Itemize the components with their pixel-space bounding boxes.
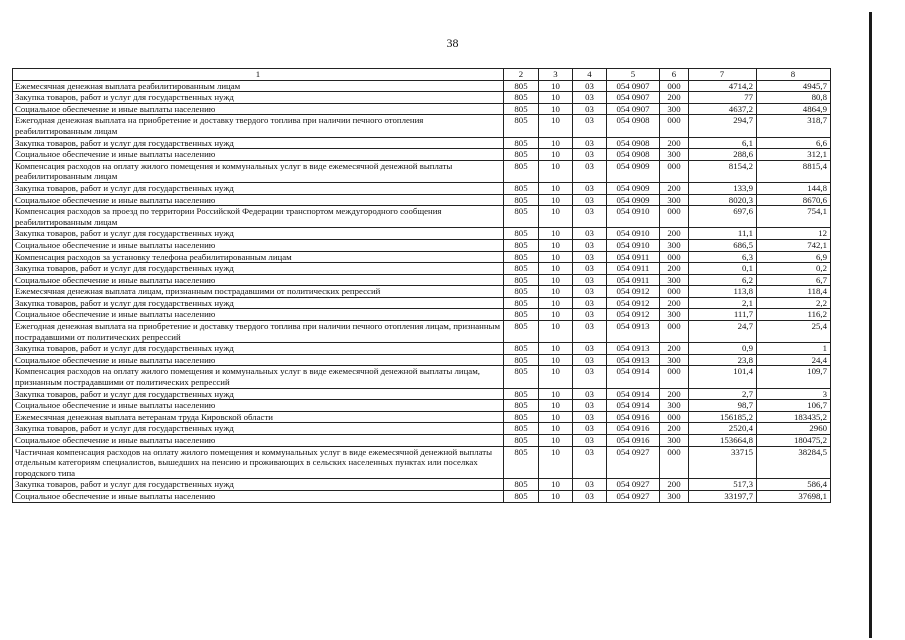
table-row [13,321,831,343]
amount-cell: 318,7 [757,115,831,137]
code-cell: 805 [504,309,539,321]
amount-cell: 98,7 [689,400,757,412]
expense-type-cell: 000 [660,160,689,182]
expense-type-cell: 000 [660,251,689,263]
description-cell: Социальное обеспечение и иные выплаты населению [13,274,504,286]
code-cell: 805 [504,206,539,228]
description-cell: Ежегодная денежная выплата на приобретение и доставку твердого топлива при наличии печного отопления лицам, признанным пострадавшими от политических репрессий [13,321,504,343]
amount-cell: 517,3 [689,479,757,491]
code-cell: 805 [504,228,539,240]
description-cell: Закупка товаров, работ и услуг для государственных нужд [13,343,504,355]
description-cell: Компенсация расходов за установку телефона реабилитированным лицам [13,251,504,263]
section-cell: 10 [539,239,573,251]
subsection-cell: 03 [573,411,607,423]
amount-cell: 33197,7 [689,490,757,502]
amount-cell: 312,1 [757,149,831,161]
table-row [13,435,831,447]
amount-cell: 12 [757,228,831,240]
target-article-cell: 054 0927 [607,479,660,491]
amount-cell: 8815,4 [757,160,831,182]
column-header: 5 [607,69,660,81]
amount-cell: 24,7 [689,321,757,343]
target-article-cell: 054 0913 [607,321,660,343]
table-row [13,400,831,412]
expense-type-cell: 200 [660,388,689,400]
column-header: 2 [504,69,539,81]
amount-cell: 0,9 [689,343,757,355]
subsection-cell: 03 [573,435,607,447]
table-row [13,80,831,92]
section-cell: 10 [539,103,573,115]
amount-cell: 113,8 [689,286,757,298]
amount-cell: 6,3 [689,251,757,263]
expense-type-cell: 200 [660,92,689,104]
code-cell: 805 [504,435,539,447]
subsection-cell: 03 [573,286,607,298]
target-article-cell: 054 0911 [607,274,660,286]
subsection-cell: 03 [573,149,607,161]
code-cell: 805 [504,343,539,355]
subsection-cell: 03 [573,92,607,104]
expense-type-cell: 300 [660,490,689,502]
expense-type-cell: 000 [660,411,689,423]
description-cell: Закупка товаров, работ и услуг для государственных нужд [13,479,504,491]
description-cell: Социальное обеспечение и иные выплаты населению [13,149,504,161]
target-article-cell: 054 0911 [607,263,660,275]
description-cell: Социальное обеспечение и иные выплаты населению [13,400,504,412]
subsection-cell: 03 [573,263,607,275]
section-cell: 10 [539,297,573,309]
amount-cell: 101,4 [689,366,757,388]
code-cell: 805 [504,137,539,149]
scan-edge-line [869,12,872,638]
column-header: 4 [573,69,607,81]
amount-cell: 6,2 [689,274,757,286]
section-cell: 10 [539,343,573,355]
table-row [13,115,831,137]
subsection-cell: 03 [573,160,607,182]
target-article-cell: 054 0914 [607,388,660,400]
section-cell: 10 [539,80,573,92]
description-cell: Компенсация расходов за проезд по территории Российской Федерации транспортом междугородного сообщения реабилитированным лицам [13,206,504,228]
amount-cell: 144,8 [757,182,831,194]
section-cell: 10 [539,137,573,149]
section-cell: 10 [539,423,573,435]
code-cell: 805 [504,388,539,400]
subsection-cell: 03 [573,400,607,412]
expense-type-cell: 300 [660,354,689,366]
subsection-cell: 03 [573,239,607,251]
amount-cell: 2960 [757,423,831,435]
table-row [13,103,831,115]
code-cell: 805 [504,423,539,435]
target-article-cell: 054 0907 [607,92,660,104]
expense-type-cell: 200 [660,343,689,355]
expense-type-cell: 300 [660,103,689,115]
column-header: 3 [539,69,573,81]
section-cell: 10 [539,321,573,343]
code-cell: 805 [504,149,539,161]
column-header: 6 [660,69,689,81]
code-cell: 805 [504,411,539,423]
table-row [13,149,831,161]
code-cell: 805 [504,115,539,137]
table-row [13,411,831,423]
amount-cell: 118,4 [757,286,831,298]
expense-type-cell: 200 [660,423,689,435]
expense-type-cell: 300 [660,435,689,447]
subsection-cell: 03 [573,297,607,309]
subsection-cell: 03 [573,321,607,343]
amount-cell: 23,8 [689,354,757,366]
section-cell: 10 [539,206,573,228]
expense-type-cell: 300 [660,400,689,412]
section-cell: 10 [539,160,573,182]
description-cell: Ежемесячная денежная выплата лицам, признанным пострадавшими от политических репрессий [13,286,504,298]
subsection-cell: 03 [573,206,607,228]
subsection-cell: 03 [573,309,607,321]
description-cell: Закупка товаров, работ и услуг для государственных нужд [13,423,504,435]
subsection-cell: 03 [573,446,607,479]
description-cell: Социальное обеспечение и иные выплаты населению [13,435,504,447]
subsection-cell: 03 [573,115,607,137]
amount-cell: 6,6 [757,137,831,149]
amount-cell: 37698,1 [757,490,831,502]
section-cell: 10 [539,435,573,447]
expense-type-cell: 300 [660,309,689,321]
table-row [13,366,831,388]
section-cell: 10 [539,251,573,263]
amount-cell: 3 [757,388,831,400]
expense-type-cell: 000 [660,446,689,479]
subsection-cell: 03 [573,423,607,435]
table-header-row [13,69,831,81]
table-row [13,388,831,400]
section-cell: 10 [539,309,573,321]
amount-cell: 0,1 [689,263,757,275]
target-article-cell: 054 0916 [607,411,660,423]
amount-cell: 4945,7 [757,80,831,92]
target-article-cell: 054 0909 [607,160,660,182]
code-cell: 805 [504,263,539,275]
expense-type-cell: 300 [660,149,689,161]
amount-cell: 2,1 [689,297,757,309]
description-cell: Закупка товаров, работ и услуг для государственных нужд [13,182,504,194]
target-article-cell: 054 0907 [607,103,660,115]
table-row [13,160,831,182]
subsection-cell: 03 [573,251,607,263]
page-number: 38 [446,36,459,50]
amount-cell: 180475,2 [757,435,831,447]
subsection-cell: 03 [573,274,607,286]
code-cell: 805 [504,80,539,92]
table-row [13,286,831,298]
amount-cell: 2520,4 [689,423,757,435]
subsection-cell: 03 [573,194,607,206]
description-cell: Компенсация расходов на оплату жилого помещения и коммунальных услуг в виде ежемесячной денежной выплаты реабилитированным лицам [13,160,504,182]
section-cell: 10 [539,490,573,502]
table-row [13,490,831,502]
amount-cell: 133,9 [689,182,757,194]
expense-type-cell: 000 [660,286,689,298]
amount-cell: 288,6 [689,149,757,161]
table-row [13,239,831,251]
description-cell: Социальное обеспечение и иные выплаты населению [13,309,504,321]
amount-cell: 6,7 [757,274,831,286]
amount-cell: 586,4 [757,479,831,491]
section-cell: 10 [539,446,573,479]
table-row [13,92,831,104]
budget-table [12,68,831,503]
target-article-cell: 054 0914 [607,366,660,388]
subsection-cell: 03 [573,354,607,366]
amount-cell: 116,2 [757,309,831,321]
subsection-cell: 03 [573,137,607,149]
amount-cell: 77 [689,92,757,104]
target-article-cell: 054 0914 [607,400,660,412]
expense-type-cell: 200 [660,479,689,491]
code-cell: 805 [504,251,539,263]
subsection-cell: 03 [573,388,607,400]
expense-type-cell: 300 [660,239,689,251]
description-cell: Закупка товаров, работ и услуг для государственных нужд [13,388,504,400]
table-row [13,446,831,479]
section-cell: 10 [539,263,573,275]
description-cell: Ежегодная денежная выплата на приобретение и доставку твердого топлива при наличии печного отопления реабилитированным лицам [13,115,504,137]
table-row [13,251,831,263]
column-header: 1 [13,69,504,81]
amount-cell: 4637,2 [689,103,757,115]
subsection-cell: 03 [573,366,607,388]
code-cell: 805 [504,446,539,479]
target-article-cell: 054 0910 [607,206,660,228]
table-row [13,263,831,275]
target-article-cell: 054 0916 [607,435,660,447]
amount-cell: 106,7 [757,400,831,412]
section-cell: 10 [539,366,573,388]
target-article-cell: 054 0912 [607,286,660,298]
table-row [13,137,831,149]
target-article-cell: 054 0912 [607,297,660,309]
amount-cell: 754,1 [757,206,831,228]
table-row [13,182,831,194]
column-header: 8 [757,69,831,81]
table-row [13,297,831,309]
target-article-cell: 054 0927 [607,446,660,479]
section-cell: 10 [539,194,573,206]
table-row [13,194,831,206]
description-cell: Ежемесячная денежная выплата реабилитированным лицам [13,80,504,92]
amount-cell: 80,8 [757,92,831,104]
amount-cell: 153664,8 [689,435,757,447]
section-cell: 10 [539,115,573,137]
expense-type-cell: 300 [660,194,689,206]
target-article-cell: 054 0913 [607,343,660,355]
amount-cell: 38284,5 [757,446,831,479]
expense-type-cell: 200 [660,297,689,309]
description-cell: Социальное обеспечение и иные выплаты населению [13,490,504,502]
amount-cell: 8670,6 [757,194,831,206]
description-cell: Социальное обеспечение и иные выплаты населению [13,239,504,251]
expense-type-cell: 200 [660,182,689,194]
description-cell: Социальное обеспечение и иные выплаты населению [13,194,504,206]
description-cell: Закупка товаров, работ и услуг для государственных нужд [13,263,504,275]
description-cell: Закупка товаров, работ и услуг для государственных нужд [13,297,504,309]
description-cell: Ежемесячная денежная выплата ветеранам труда Кировской области [13,411,504,423]
section-cell: 10 [539,479,573,491]
amount-cell: 0,2 [757,263,831,275]
code-cell: 805 [504,182,539,194]
expense-type-cell: 200 [660,137,689,149]
section-cell: 10 [539,354,573,366]
amount-cell: 2,7 [689,388,757,400]
target-article-cell: 054 0911 [607,251,660,263]
amount-cell: 1 [757,343,831,355]
section-cell: 10 [539,228,573,240]
amount-cell: 294,7 [689,115,757,137]
code-cell: 805 [504,297,539,309]
target-article-cell: 054 0908 [607,115,660,137]
amount-cell: 6,9 [757,251,831,263]
expense-type-cell: 000 [660,321,689,343]
table-row [13,479,831,491]
target-article-cell: 054 0912 [607,309,660,321]
amount-cell: 697,6 [689,206,757,228]
section-cell: 10 [539,92,573,104]
table-row [13,309,831,321]
section-cell: 10 [539,411,573,423]
amount-cell: 25,4 [757,321,831,343]
table-row [13,206,831,228]
expense-type-cell: 000 [660,206,689,228]
expense-type-cell: 300 [660,274,689,286]
section-cell: 10 [539,388,573,400]
target-article-cell: 054 0910 [607,228,660,240]
target-article-cell: 054 0908 [607,149,660,161]
description-cell: Частичная компенсация расходов на оплату жилого помещения и коммунальных услуг в виде ежемесячной денежной выплаты отдельным категориям специалистов, вышедших на пенсию и проживающих в сельских населенных пунктах или поселках городского типа [13,446,504,479]
amount-cell: 109,7 [757,366,831,388]
description-cell: Закупка товаров, работ и услуг для государственных нужд [13,92,504,104]
amount-cell: 156185,2 [689,411,757,423]
description-cell: Социальное обеспечение и иные выплаты населению [13,354,504,366]
expense-type-cell: 000 [660,115,689,137]
description-cell: Закупка товаров, работ и услуг для государственных нужд [13,228,504,240]
table-row [13,423,831,435]
target-article-cell: 054 0909 [607,194,660,206]
amount-cell: 11,1 [689,228,757,240]
amount-cell: 4714,2 [689,80,757,92]
expense-type-cell: 000 [660,366,689,388]
section-cell: 10 [539,286,573,298]
subsection-cell: 03 [573,343,607,355]
target-article-cell: 054 0907 [607,80,660,92]
expense-type-cell: 000 [660,80,689,92]
description-cell: Компенсация расходов на оплату жилого помещения и коммунальных услуг в виде ежемесячной денежной выплаты лицам, признанным пострадавшими от политических репрессий [13,366,504,388]
subsection-cell: 03 [573,228,607,240]
amount-cell: 8020,3 [689,194,757,206]
table-row [13,354,831,366]
amount-cell: 686,5 [689,239,757,251]
amount-cell: 742,1 [757,239,831,251]
code-cell: 805 [504,366,539,388]
subsection-cell: 03 [573,80,607,92]
subsection-cell: 03 [573,479,607,491]
expense-type-cell: 200 [660,263,689,275]
amount-cell: 33715 [689,446,757,479]
amount-cell: 24,4 [757,354,831,366]
description-cell: Закупка товаров, работ и услуг для государственных нужд [13,137,504,149]
subsection-cell: 03 [573,182,607,194]
target-article-cell: 054 0916 [607,423,660,435]
amount-cell: 111,7 [689,309,757,321]
section-cell: 10 [539,400,573,412]
code-cell: 805 [504,239,539,251]
expense-type-cell: 200 [660,228,689,240]
target-article-cell: 054 0909 [607,182,660,194]
table-row [13,228,831,240]
description-cell: Социальное обеспечение и иные выплаты населению [13,103,504,115]
code-cell: 805 [504,490,539,502]
code-cell: 805 [504,103,539,115]
target-article-cell: 054 0908 [607,137,660,149]
section-cell: 10 [539,149,573,161]
code-cell: 805 [504,160,539,182]
code-cell: 805 [504,92,539,104]
section-cell: 10 [539,274,573,286]
subsection-cell: 03 [573,490,607,502]
amount-cell: 183435,2 [757,411,831,423]
code-cell: 805 [504,286,539,298]
table-row [13,274,831,286]
code-cell: 805 [504,479,539,491]
subsection-cell: 03 [573,103,607,115]
section-cell: 10 [539,182,573,194]
table-row [13,343,831,355]
target-article-cell: 054 0910 [607,239,660,251]
amount-cell: 6,1 [689,137,757,149]
column-header: 7 [689,69,757,81]
code-cell: 805 [504,354,539,366]
amount-cell: 8154,2 [689,160,757,182]
amount-cell: 2,2 [757,297,831,309]
code-cell: 805 [504,321,539,343]
amount-cell: 4864,9 [757,103,831,115]
code-cell: 805 [504,274,539,286]
code-cell: 805 [504,400,539,412]
code-cell: 805 [504,194,539,206]
target-article-cell: 054 0927 [607,490,660,502]
target-article-cell: 054 0913 [607,354,660,366]
